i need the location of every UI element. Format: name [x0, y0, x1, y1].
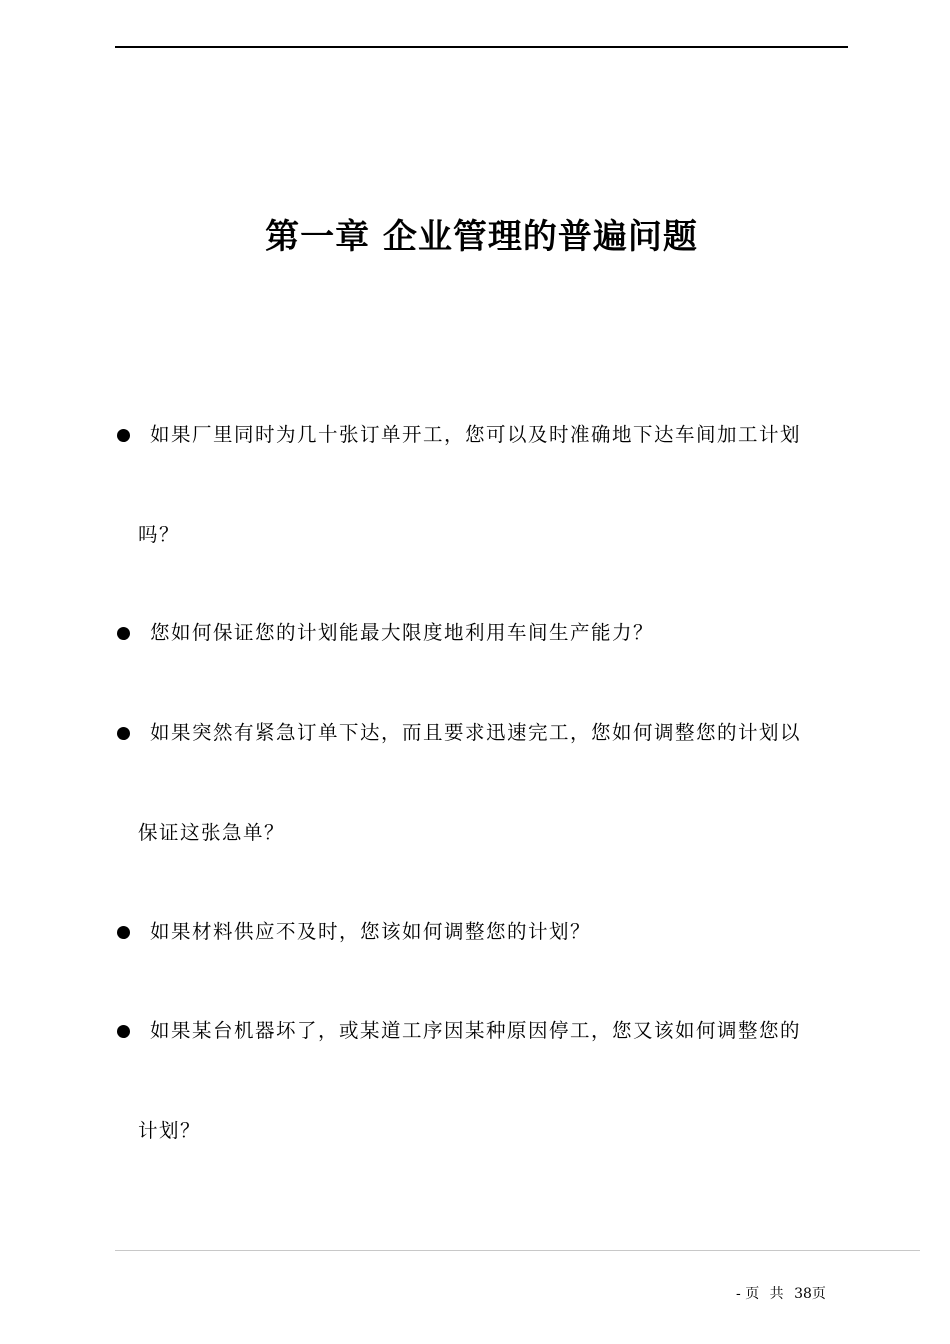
bullet-item: [114, 385, 844, 546]
bullet-text: 您如何保证您的计划能最大限度地利用车间生产能力？: [150, 621, 655, 644]
footer-rule: [115, 1250, 920, 1251]
bullet-dot-icon: [117, 429, 130, 442]
bullet-dot-icon: [117, 1025, 130, 1038]
bullet-dot-icon: [117, 627, 130, 640]
bullet-text-continued: 保证这张急单？: [138, 821, 286, 844]
bullet-text: 如果某台机器坏了，或某道工序因某种原因停工，您又该如何调整您的: [150, 1019, 802, 1042]
header-rule: [115, 46, 848, 48]
bullet-item: [114, 683, 844, 844]
bullet-dot-icon: [117, 727, 130, 740]
page-footer: [736, 1284, 826, 1304]
bullet-item: [114, 882, 844, 982]
bullet-text-continued: 吗？: [138, 523, 181, 546]
bullet-text: 如果突然有紧急订单下达，而且要求迅速完工，您如何调整您的计划以: [150, 721, 802, 744]
bullet-text: 如果厂里同时为几十张订单开工，您可以及时准确地下达车间加工计划: [150, 423, 802, 446]
page-label: 页: [745, 1286, 760, 1302]
current-page-number: -: [736, 1286, 741, 1302]
bullet-dot-icon: [117, 926, 130, 939]
bullet-text: 如果材料供应不及时，您该如何调整您的计划？: [150, 920, 592, 943]
bullet-text-continued: 计划？: [138, 1119, 202, 1142]
bullet-item: [114, 583, 844, 683]
total-pages: 38页: [794, 1286, 826, 1302]
chapter-title: 第一章 企业管理的普遍问题: [265, 217, 698, 257]
bullet-item: [114, 981, 844, 1142]
total-label: 共: [769, 1286, 784, 1302]
